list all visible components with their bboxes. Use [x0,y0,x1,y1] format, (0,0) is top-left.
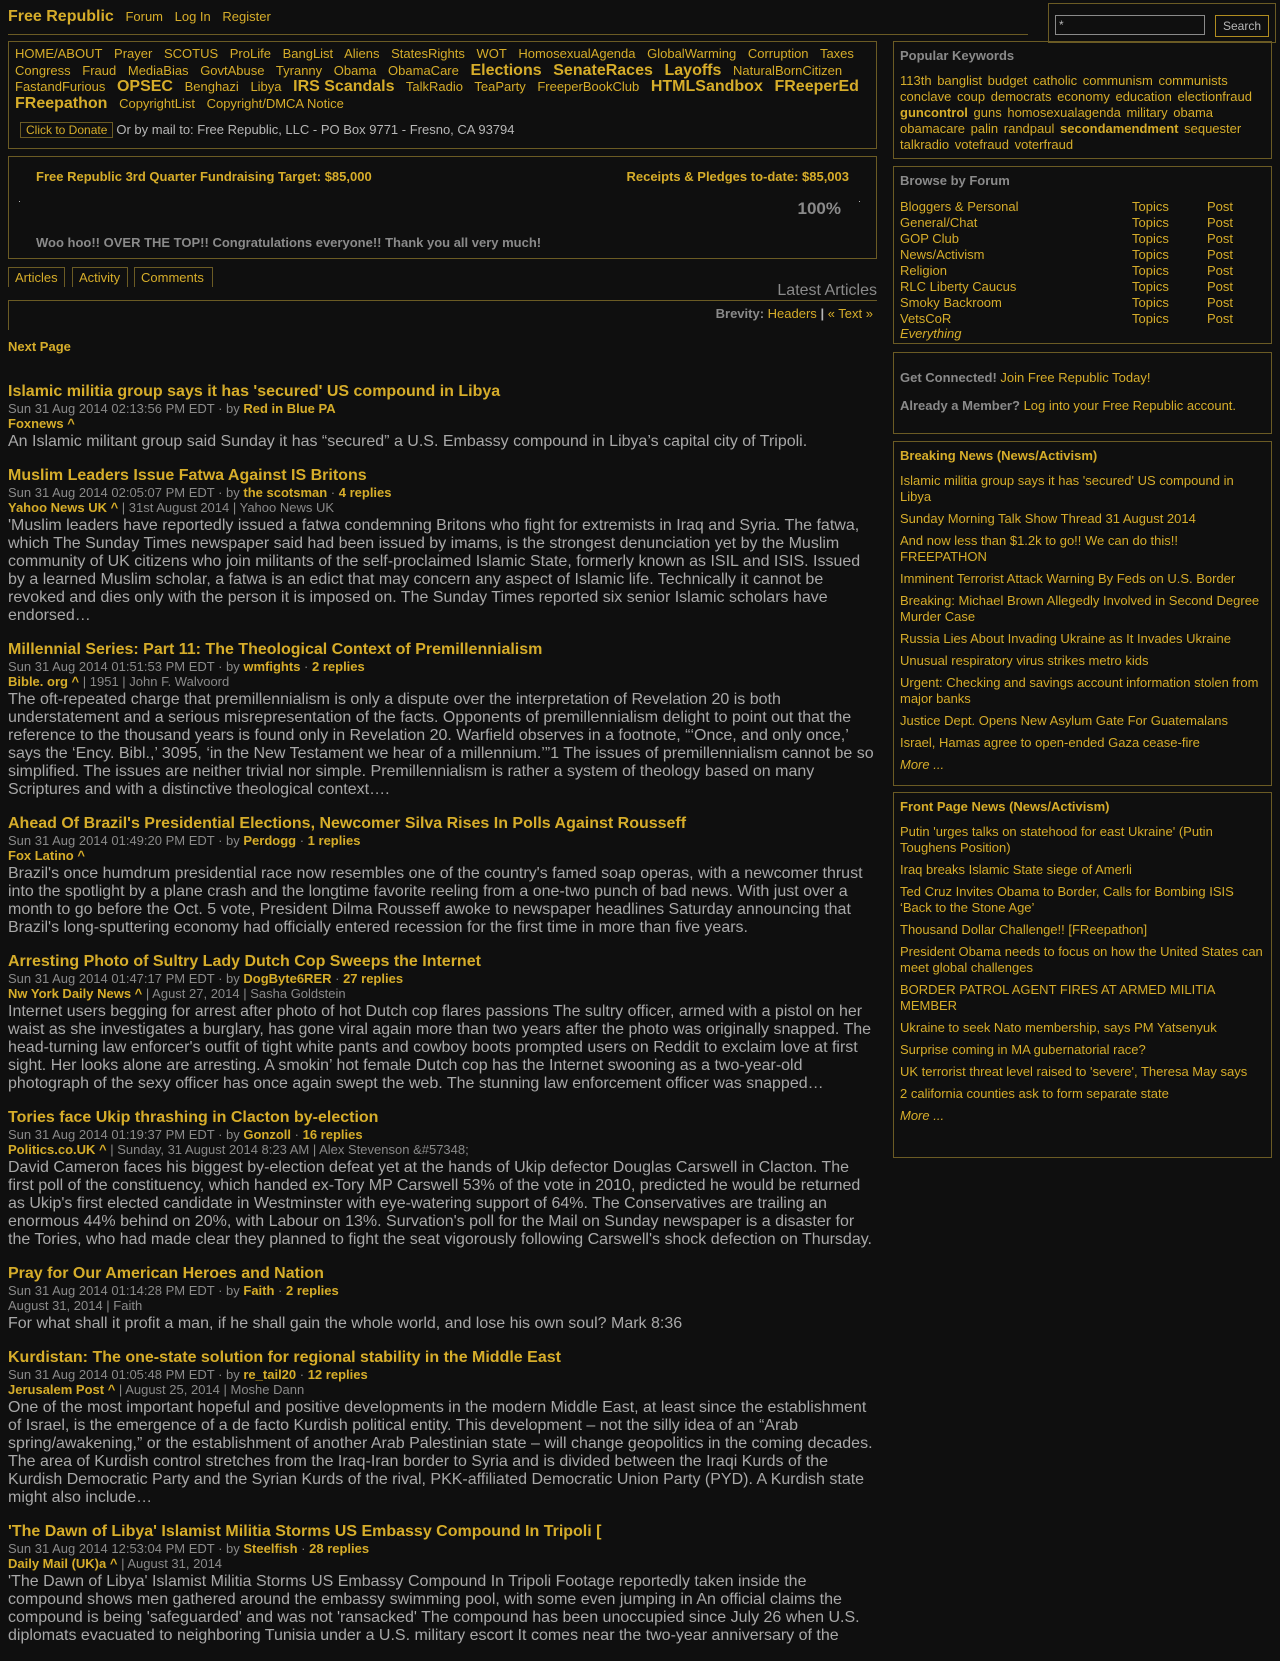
news-list-item [900,982,1265,1014]
article-title-link[interactable]: Tories face Ukip thrashing in Clacton by-election [8,1109,379,1126]
forum-post-cell [1207,278,1265,294]
article-source [8,416,878,431]
article-excerpt: David Cameron faces his biggest by-election defeat yet at the hands of Ukip defector Douglas Carswell in Clacton. The first poll of the constituency, which handed ex-Tory MP Carswell 53% of the vote in 2010, predicted he would be returned as Ukip's first elected candidate in Westminster with eye-watering support of 64%. The Conservatives are trailing an enormous 44% behind on 20%, with Labour on 13%. Survation's poll for the Mail on Sunday newspaper is a disaster for the Tories, who had made clear they planned to fight the seat vigorously following Carswell's shock defection on Thursday. [8,1159,872,1248]
article-author-link[interactable]: Faith [243,1283,275,1298]
keyword-link-education[interactable]: education [1115,89,1172,104]
article-title-link[interactable]: Kurdistan: The one-state solution for regional stability in the Middle East [8,1349,561,1366]
news-link[interactable]: 2 california counties ask to form separate state [900,1086,1169,1101]
keyword-link-guns[interactable]: guns [973,105,1002,120]
nav-link-globalwarming[interactable]: GlobalWarming [647,46,737,61]
nav-link-prolife[interactable]: ProLife [229,46,271,61]
forum-post-cell [1207,294,1265,310]
article-item [8,1265,878,1333]
article-author-link[interactable]: the scotsman [243,485,328,500]
article-replies-link[interactable]: 27 replies [343,971,404,986]
forum-name-cell [900,214,1132,230]
forum-row [900,214,1265,230]
article-source-link[interactable]: Foxnews ^ [8,416,75,431]
brevity-controls [716,306,873,321]
forum-post-cell [1207,262,1265,278]
brevity-text-link[interactable]: « Text » [827,306,873,321]
article-date: Sun 31 Aug 2014 12:53:04 PM EDT · by [8,1541,240,1556]
keyword-list [900,73,1265,153]
breaking-news-list [900,473,1265,751]
forum-topics-cell [1132,246,1207,262]
popular-keywords-box [893,41,1272,159]
forum-topics-link[interactable]: Topics [1132,214,1169,230]
forum-name-cell [900,262,1132,278]
news-list-item [900,944,1265,976]
keyword-link-communism[interactable]: communism [1082,73,1153,88]
front-page-news-box [893,792,1272,1158]
nav-link-statesrights[interactable]: StatesRights [391,46,465,61]
search-button[interactable]: Search [1215,15,1269,37]
site-title-link[interactable]: Free Republic [8,8,114,25]
nav-link-banglist[interactable]: BangList [282,46,334,61]
forum-link-rlc-liberty-caucus[interactable]: RLC Liberty Caucus [900,278,1017,294]
article-source [8,500,878,515]
news-link[interactable]: Thousand Dollar Challenge!! [FReepathon] [900,922,1148,937]
keyword-link-communists[interactable]: communists [1158,73,1228,88]
article-item [8,467,878,625]
nav-link-opsec[interactable]: OPSEC [116,78,173,95]
forum-row [900,230,1265,246]
article-source-details: | 1951 | John F. Walvoord [79,674,230,689]
article-meta: Sun 31 Aug 2014 01:49:20 PM EDT · by Perdogg · 1 replies [8,833,361,848]
fundraising-box [8,156,877,259]
nav-link-taxes[interactable]: Taxes [819,46,854,61]
article-source [8,1298,878,1313]
article-source-details: | Agust 27, 2014 | Sasha Goldstein [142,986,346,1001]
forum-post-link[interactable]: Post [1207,310,1234,326]
article-meta: Sun 31 Aug 2014 01:05:48 PM EDT · by re_tail20 · 12 replies [8,1367,368,1382]
news-list-item [900,1020,1265,1036]
article-date: Sun 31 Aug 2014 01:14:28 PM EDT · by [8,1283,240,1298]
front-page-more-link[interactable]: More ... [900,1108,945,1123]
article-source-details: | August 25, 2014 | Moshe Dann [115,1382,305,1397]
donate-row [15,122,870,139]
article-meta: Sun 31 Aug 2014 01:19:37 PM EDT · by Gonzoll · 16 replies [8,1127,363,1142]
forum-topics-link[interactable]: Topics [1132,246,1169,262]
forum-link-bloggers-personal[interactable]: Bloggers & Personal [900,198,1019,214]
nav-link-freepathon[interactable]: FReepathon [15,94,108,112]
nav-link-mediabias[interactable]: MediaBias [127,62,189,78]
forum-post-cell [1207,230,1265,246]
get-connected-label: Get Connected! [900,370,997,385]
article-date: Sun 31 Aug 2014 01:05:48 PM EDT · by [8,1367,240,1382]
fundraising-progress-bar [20,201,840,202]
forum-link-general-chat[interactable]: General/Chat [900,214,978,230]
browse-by-forum-title: Browse by Forum [900,173,1010,188]
news-link[interactable]: BORDER PATROL AGENT FIRES AT ARMED MILITIA MEMBER [900,982,1215,1013]
forum-post-link[interactable]: Post [1207,230,1234,246]
nav-link-prayer[interactable]: Prayer [114,46,153,61]
nav-link-layoffs[interactable]: Layoffs [664,61,722,79]
article-replies-link[interactable]: 2 replies [286,1283,339,1298]
article-excerpt: Internet users begging for arrest after photo of hot Dutch cop flares passions The sultry officer, armed with a pistol on her waist as she investigates a burglary, has gone viral again more than two years after the photo was originally snapped. The head-turning law enforcer's outfit of tight white pants and cowboy boots prompted users on Reddit to exclaim love at first sight. Her looks alone are arresting. A smokin’ hot female Dutch cop has the Internet swooning as a two-year-old photograph of the sexy officer has once again swept the web. The stunning law enforcement officer was snapped… [8,1003,872,1092]
article-author-link[interactable]: re_tail20 [243,1367,297,1382]
article-source [8,1142,878,1157]
news-list-item [900,533,1265,565]
article-item [8,641,878,799]
article-date: Sun 31 Aug 2014 02:05:07 PM EDT · by [8,485,240,500]
forum-post-link[interactable]: Post [1207,262,1234,278]
join-link[interactable]: Join Free Republic Today! [1000,370,1151,385]
forum-name-cell [900,310,1132,326]
news-link[interactable]: Iraq breaks Islamic State siege of Amerli [900,862,1132,877]
keyword-link-homosexualagenda[interactable]: homosexualagenda [1007,105,1121,120]
forum-link[interactable]: Forum [125,9,163,24]
fundraising-message: Woo hoo!! OVER THE TOP!! Congratulations everyone!! Thank you all very much! [36,235,542,250]
article-source-link[interactable]: Nw York Daily News ^ [8,986,143,1001]
article-date: Sun 31 Aug 2014 01:19:37 PM EDT · by [8,1127,240,1142]
article-replies-link[interactable]: 1 replies [307,833,361,848]
forum-row [900,294,1265,310]
forum-topics-link[interactable]: Topics [1132,262,1169,278]
nav-link-obama[interactable]: Obama [333,62,377,78]
tab-activity[interactable]: Activity [72,267,128,287]
article-item [8,1349,878,1507]
article-meta: Sun 31 Aug 2014 01:14:28 PM EDT · by Faith · 2 replies [8,1283,339,1298]
forum-topics-cell [1132,214,1207,230]
forum-topics-link[interactable]: Topics [1132,294,1169,310]
article-date: Sun 31 Aug 2014 01:49:20 PM EDT · by [8,833,240,848]
article-author-link[interactable]: Gonzoll [243,1127,292,1142]
keyword-link-electionfraud[interactable]: electionfraud [1177,89,1252,104]
news-list-item [900,511,1265,527]
news-link[interactable]: Israel, Hamas agree to open-ended Gaza cease-fire [900,735,1200,750]
article-author-link[interactable]: Steelfish [243,1541,298,1556]
nav-link-teaparty[interactable]: TeaParty [474,79,526,94]
nav-link-tyranny[interactable]: Tyranny [275,62,323,78]
topic-nav-box [8,41,877,149]
news-list-item [900,922,1265,938]
article-replies-link[interactable]: 4 replies [338,485,392,500]
article-title-link[interactable]: Millennial Series: Part 11: The Theological Context of Premillennialism [8,641,543,658]
article-meta: Sun 31 Aug 2014 01:47:17 PM EDT · by DogByte6RER · 27 replies [8,971,404,986]
breaking-more-link[interactable]: More ... [900,757,945,772]
keyword-link-113th[interactable]: 113th [900,73,932,88]
article-excerpt: For what shall it profit a man, if he shall gain the whole world, and lose his own soul? Mark 8:36 [8,1315,683,1332]
nav-link-obamacare[interactable]: ObamaCare [388,62,459,78]
keyword-link-coup[interactable]: coup [956,89,986,104]
article-source-details: | 31st August 2014 | Yahoo News UK [118,500,335,515]
tab-articles[interactable]: Articles [8,267,65,287]
keyword-link-voterfraud[interactable]: voterfraud [1014,137,1074,152]
nav-link-homosexualagenda[interactable]: HomosexualAgenda [518,46,636,61]
news-link[interactable]: Urgent: Checking and savings account information stolen from major banks [900,675,1259,706]
nav-link-irs-scandals[interactable]: IRS Scandals [293,78,395,95]
news-link[interactable]: And now less than $1.2k to go!! We can do this!! FREEPATHON [900,533,1178,564]
article-title-link[interactable]: 'The Dawn of Libya' Islamist Militia Storms US Embassy Compound In Tripoli [ [8,1523,602,1540]
keyword-link-randpaul[interactable]: randpaul [1003,121,1055,136]
article-list [8,383,878,1661]
article-excerpt: 'Muslim leaders have reportedly issued a fatwa condemning Britons who fight for extremists in Iraq and Syria. The fatwa, which The Sunday Times newspaper said had been issued by imams, is the strongest denunciation yet by the Muslim community of UK citizens who join militants of the self-proclaimed Islamic State, formerly known as ISIL and ISIS. Issued by a learned Muslim scholar, a fatwa is an edict that may concern any aspect of Islamic life. Technically it cannot be revoked and dies only with the person it is imposed on. The Sunday Times reported six senior Islamic scholars have endorsed… [8,517,861,624]
news-link[interactable]: Russia Lies About Invading Ukraine as It Invades Ukraine [900,631,1231,646]
brevity-label: Brevity: [715,306,765,321]
nav-link-htmlsandbox[interactable]: HTMLSandbox [650,78,763,95]
article-source-link[interactable]: Yahoo News UK ^ [8,500,119,515]
news-link[interactable]: Ted Cruz Invites Obama to Border, Calls for Bombing ISIS ‘Back to the Stone Age’ [900,884,1234,915]
keyword-link-sequester[interactable]: sequester [1184,121,1242,136]
article-title-link[interactable]: Arresting Photo of Sultry Lady Dutch Cop Sweeps the Internet [8,953,481,970]
article-source-link[interactable]: Fox Latino ^ [8,848,85,863]
nav-link-naturalborncitizen[interactable]: NaturalBornCitizen [733,62,843,78]
nav-link-copyrightlist[interactable]: CopyrightList [119,95,195,111]
fundraising-percent: 100% [797,199,841,218]
keyword-link-military[interactable]: military [1126,105,1168,120]
nav-link-senateraces[interactable]: SenateRaces [553,61,653,79]
article-source [8,1556,878,1571]
nav-link-home-about[interactable]: HOME/ABOUT [15,46,103,61]
next-page-link[interactable]: Next Page [8,339,71,354]
breaking-news-box [893,441,1272,786]
fundraising-receipts: Receipts & Pledges to-date: $85,003 [626,169,849,184]
news-link[interactable]: Unusual respiratory virus strikes metro kids [900,653,1149,668]
news-link[interactable]: Islamic militia group says it has 'secured' US compound in Libya [900,473,1234,504]
article-excerpt: The oft-repeated charge that premillennialism is only a dispute over the interpretation of Revelation 20 is both understatement and a serious misrepresentation of the facts. Opponents of premillennialism delight to point out that the reference to the thousand years is found only in Revelation 20. Warfield observes in a footnote, “‘Once, and only once,’ says the ‘Ency. Bibl.,’ 3095, ‘in the New Testament we hear of a millennium.’”1 The issues of premillennialism cannot be so simplified. The issues are neither trivial nor simple. Premillennialism is rather a system of theology based on many Scriptures and with a distinctive theological context…. [8,691,874,798]
nav-link-libya[interactable]: Libya [250,79,282,94]
forum-topics-cell [1132,230,1207,246]
forum-topics-cell [1132,310,1207,326]
article-meta: Sun 31 Aug 2014 01:51:53 PM EDT · by wmfights · 2 replies [8,659,365,674]
forum-name-cell [900,230,1132,246]
article-author-link[interactable]: Red in Blue PA [243,401,336,416]
news-link[interactable]: Sunday Morning Talk Show Thread 31 August 2014 [900,511,1196,526]
keyword-link-democrats[interactable]: democrats [990,89,1052,104]
fundraising-progress-fill [20,201,840,202]
forum-name-cell [900,294,1132,310]
article-source-link[interactable]: Jerusalem Post ^ [8,1382,116,1397]
news-link[interactable]: President Obama needs to focus on how the United States can meet global challenges [900,944,1263,975]
login-account-link[interactable]: Log into your Free Republic account. [1023,398,1237,413]
forum-row [900,198,1265,214]
nav-link-copyright-dmca-notice[interactable]: Copyright/DMCA Notice [206,95,344,111]
forum-name-cell [900,278,1132,294]
forum-topics-link[interactable]: Topics [1132,230,1169,246]
search-input[interactable] [1055,15,1205,35]
keyword-link-banglist[interactable]: banglist [937,73,983,88]
article-replies-link[interactable]: 12 replies [307,1367,368,1382]
nav-link-aliens[interactable]: Aliens [344,46,380,61]
article-source [8,674,878,689]
article-title-link[interactable]: Ahead Of Brazil's Presidential Elections, Newcomer Silva Rises In Polls Against Rousseff [8,815,687,832]
keyword-link-economy[interactable]: economy [1057,89,1110,104]
article-date: Sun 31 Aug 2014 01:51:53 PM EDT · by [8,659,240,674]
popular-keywords-title: Popular Keywords [900,48,1015,63]
article-title-link[interactable]: Pray for Our American Heroes and Nation [8,1265,324,1282]
nav-link-congress[interactable]: Congress [15,62,71,78]
forum-link-smoky-backroom[interactable]: Smoky Backroom [900,294,1002,310]
forum-row [900,278,1265,294]
forum-table [900,198,1265,326]
mail-address-text: Or by mail to: Free Republic, LLC - PO Box 9771 - Fresno, CA 93794 [116,122,515,137]
everything-link[interactable]: Everything [900,326,962,341]
forum-link-gop-club[interactable]: GOP Club [900,230,960,246]
keyword-link-votefraud[interactable]: votefraud [954,137,1009,152]
nav-link-fastandfurious[interactable]: FastandFurious [15,79,106,94]
article-replies-link[interactable]: 16 replies [302,1127,363,1142]
fundraising-target: Free Republic 3rd Quarter Fundraising Target: $85,000 [36,169,372,184]
article-item [8,953,878,1093]
forum-topics-cell [1132,198,1207,214]
donate-button[interactable]: Click to Donate [20,122,113,138]
articles-toolbar [8,300,877,330]
article-item [8,1523,878,1645]
keyword-link-budget[interactable]: budget [987,73,1028,88]
article-author-link[interactable]: wmfights [243,659,301,674]
register-link[interactable]: Register [222,9,271,24]
keyword-link-secondamendment[interactable]: secondamendment [1060,121,1179,136]
progress-bar-end [859,201,860,202]
news-link[interactable]: Justice Dept. Opens New Asylum Gate For Guatemalans [900,713,1229,728]
article-meta [8,401,878,416]
keyword-link-conclave[interactable]: conclave [900,89,952,104]
nav-link-freepered[interactable]: FReeperEd [774,78,859,95]
news-link[interactable]: Putin 'urges talks on statehood for east Ukraine' (Putin Toughens Position) [900,824,1213,855]
news-list-item [900,884,1265,916]
forum-topics-link[interactable]: Topics [1132,198,1169,214]
news-link[interactable]: Ukraine to seek Nato membership, says PM Yatsenyuk [900,1020,1217,1035]
article-source-link[interactable]: Daily Mail (UK)a ^ [8,1556,118,1571]
nav-link-benghazi[interactable]: Benghazi [184,79,239,94]
article-item [8,815,878,937]
news-list-item [900,1086,1265,1102]
article-title-link[interactable]: Muslim Leaders Issue Fatwa Against IS Britons [8,467,367,484]
breaking-news-title[interactable]: Breaking News (News/Activism) [900,448,1098,463]
keyword-link-obamacare[interactable]: obamacare [900,121,966,136]
forum-row [900,310,1265,326]
topic-nav-links [15,46,870,112]
already-member-label: Already a Member? [900,398,1020,413]
article-title-link[interactable]: Islamic militia group says it has 'secured' US compound in Libya [8,383,501,400]
brevity-separator: | [820,306,825,321]
nav-link-wot[interactable]: WOT [476,46,507,61]
nav-link-fraud[interactable]: Fraud [82,62,117,78]
news-link[interactable]: Surprise coming in MA gubernatorial race? [900,1042,1146,1057]
front-page-news-list [900,824,1265,1102]
forum-topics-cell [1132,278,1207,294]
nav-link-elections[interactable]: Elections [470,61,542,79]
news-link[interactable]: Imminent Terrorist Attack Warning By Feds on U.S. Border [900,571,1236,586]
article-meta: Sun 31 Aug 2014 12:53:04 PM EDT · by Steelfish · 28 replies [8,1541,370,1556]
nav-link-scotus[interactable]: SCOTUS [163,46,219,61]
news-list-item [900,1042,1265,1058]
article-replies-link[interactable]: 28 replies [309,1541,370,1556]
forum-post-cell [1207,198,1265,214]
article-source-link[interactable]: Bible. org ^ [8,674,80,689]
forum-post-link[interactable]: Post [1207,278,1234,294]
forum-row [900,262,1265,278]
forum-topics-cell [1132,262,1207,278]
nav-link-govtabuse[interactable]: GovtAbuse [200,62,265,78]
article-source-details: August 31, 2014 | Faith [8,1298,143,1313]
forum-post-cell [1207,246,1265,262]
news-list-item [900,862,1265,878]
keyword-link-catholic[interactable]: catholic [1033,73,1078,88]
nav-link-freeperbookclub[interactable]: FreeperBookClub [537,79,640,94]
forum-topics-link[interactable]: Topics [1132,310,1169,326]
news-list-item [900,735,1265,751]
forum-post-cell [1207,310,1265,326]
forum-post-link[interactable]: Post [1207,294,1234,310]
article-item [8,1109,878,1249]
nav-link-talkradio[interactable]: TalkRadio [405,79,463,94]
news-list-item [900,1064,1265,1080]
article-excerpt: 'The Dawn of Libya' Islamist Militia Storms US Embassy Compound In Tripoli Footage reportedly taken inside the compound shows men gathered around the embassy swimming pool, with some even jumping in An official claims the compound is being 'safeguarded' and was not 'ransacked' The compound has been unoccupied since July 26 when U.S. diplomats evacuated to neighboring Tunisia under a U.S. military escort It comes near the two-year anniversary of the [8,1573,860,1644]
news-list-item [900,713,1265,729]
login-link[interactable]: Log In [174,9,211,24]
tab-comments[interactable]: Comments [134,267,213,287]
news-list-item [900,824,1265,856]
article-author-link[interactable]: DogByte6RER [243,971,332,986]
forum-link-religion[interactable]: Religion [900,262,947,278]
article-excerpt: An Islamic militant group said Sunday it has “secured” a U.S. Embassy compound in Libya’s capital city of Tripoli. [8,433,808,450]
forum-name-cell [900,198,1132,214]
search-box [1048,3,1276,43]
forum-name-cell [900,246,1132,262]
keyword-link-palin[interactable]: palin [970,121,999,136]
article-excerpt: One of the most important hopeful and positive developments in the modern Middle East, at least since the establishment of Israel, is the emergence of a de facto Kurdish political entity. This development – not the silly idea of an “Arab spring/awakening,” or the establishment of another Arab Palestinian state – will change geopolitics in the coming decades. The area of Kurdish control stretches from the Iraq-Iran border to Syria and is divided between the Iraqi Kurds of the Kurdish Democratic Party and the Syrian Kurds of the rival, PKK-affiliated Democratic Union Party (PYD). A Kurdish state might also include… [8,1399,873,1506]
article-source [8,848,878,863]
forum-link-news-activism[interactable]: News/Activism [900,246,985,262]
article-source-details: | August 31, 2014 [117,1556,223,1571]
news-link[interactable]: UK terrorist threat level raised to 'severe', Theresa May says [900,1064,1248,1079]
forum-post-link[interactable]: Post [1207,198,1234,214]
brevity-headers-link[interactable]: Headers [767,306,817,321]
forum-topics-cell [1132,294,1207,310]
front-page-news-title[interactable]: Front Page News (News/Activism) [900,799,1110,814]
news-list-item [900,571,1265,587]
article-replies-link[interactable]: 2 replies [312,659,365,674]
article-date: Sun 31 Aug 2014 02:13:56 PM EDT · by [8,401,240,416]
keyword-link-talkradio[interactable]: talkradio [900,137,950,152]
news-list-item [900,593,1265,625]
forum-topics-link[interactable]: Topics [1132,278,1169,294]
forum-link-vetscor[interactable]: VetsCoR [900,310,952,326]
article-date: Sun 31 Aug 2014 01:47:17 PM EDT · by [8,971,240,986]
article-excerpt: Brazil's once humdrum presidential race now resembles one of the country's famed soap operas, with a newcomer thrust into the spotlight by a plane crash and the longtime favorite reeling from a one-two punch of bad news. With just over a month to go before the Oct. 5 vote, President Dilma Rousseff awoke to newspaper headlines Saturday announcing that Brazil's long-sputtering economy had officially entered recession for the first time in more than five years. [8,865,863,936]
nav-link-corruption[interactable]: Corruption [747,46,809,61]
article-source [8,1382,878,1397]
site-header [8,8,1028,35]
news-link[interactable]: Breaking: Michael Brown Allegedly Involved in Second Degree Murder Case [900,593,1260,624]
news-list-item [900,675,1265,707]
article-source-link[interactable]: Politics.co.UK ^ [8,1142,107,1157]
news-list-item [900,653,1265,669]
article-author-link[interactable]: Perdogg [243,833,297,848]
news-list-item [900,631,1265,647]
forum-post-link[interactable]: Post [1207,214,1234,230]
forum-post-link[interactable]: Post [1207,246,1234,262]
latest-articles-heading: Latest Articles [777,282,877,299]
forum-post-cell [1207,214,1265,230]
connect-box [893,352,1272,434]
keyword-link-obama[interactable]: obama [1173,105,1213,120]
article-meta: Sun 31 Aug 2014 02:05:07 PM EDT · by the scotsman · 4 replies [8,485,392,500]
article-source [8,986,878,1001]
news-list-item [900,473,1265,505]
forum-row [900,246,1265,262]
browse-by-forum-box [893,166,1272,344]
article-item [8,383,878,451]
article-source-details: | Sunday, 31 August 2014 8:23 AM | Alex Stevenson &#57348; [106,1142,469,1157]
keyword-link-guncontrol[interactable]: guncontrol [900,105,968,120]
